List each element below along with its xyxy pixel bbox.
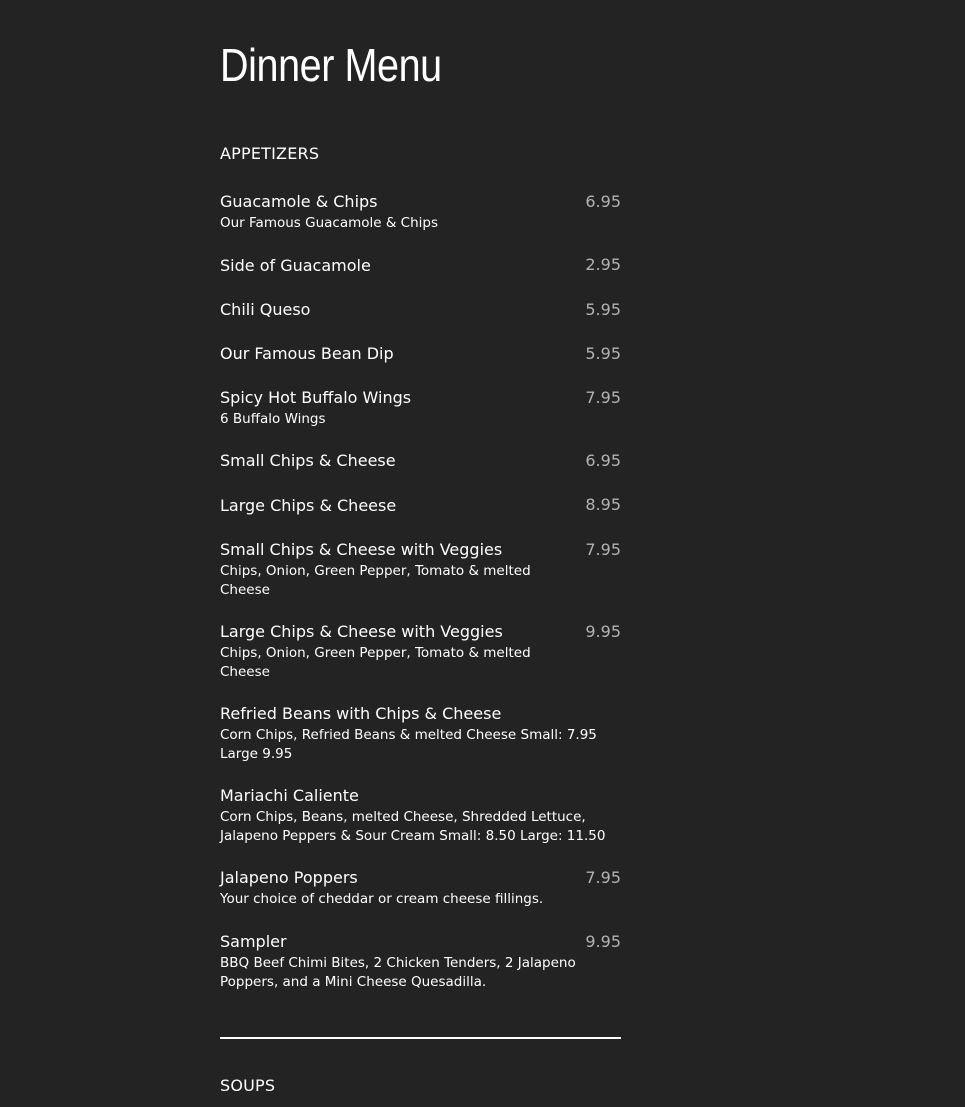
item-price: 7.95 — [585, 540, 621, 559]
menu-item-buffalo-wings — [220, 387, 621, 429]
item-description: 6 Buffalo Wings — [220, 411, 326, 427]
menu-title: Dinner Menu — [220, 39, 442, 91]
item-name: Large Chips & Cheese with Veggies — [220, 622, 503, 641]
item-description: Chips, Onion, Green Pepper, Tomato & melted Cheese — [220, 563, 531, 598]
menu-item-guacamole-chips — [220, 191, 621, 233]
item-price: 7.95 — [585, 388, 621, 407]
item-name: Jalapeno Poppers — [220, 868, 358, 887]
item-name: Side of Guacamole — [220, 256, 371, 275]
menu-item-chili-queso — [220, 299, 621, 321]
item-description: Corn Chips, Beans, melted Cheese, Shredded Lettuce, Jalapeno Peppers & Sour Cream Small: 8.50 Large: 11.50 — [220, 809, 606, 844]
item-name: Spicy Hot Buffalo Wings — [220, 388, 412, 407]
item-price: 9.95 — [585, 622, 621, 641]
item-name: Guacamole & Chips — [220, 192, 378, 211]
section-heading-appetizers: APPETIZERS — [220, 144, 320, 163]
item-description: Corn Chips, Refried Beans & melted Cheese Small: 7.95 Large 9.95 — [220, 727, 597, 762]
menu-item-jalapeno-poppers — [220, 867, 621, 909]
item-price: 5.95 — [585, 344, 621, 363]
item-description: BBQ Beef Chimi Bites, 2 Chicken Tenders, 2 Jalapeno Poppers, and a Mini Cheese Quesadilla. — [220, 955, 576, 990]
menu-item-famous-bean-dip — [220, 343, 621, 365]
item-description: Your choice of cheddar or cream cheese fillings. — [220, 891, 544, 907]
section-divider — [220, 1037, 621, 1039]
item-name: Mariachi Caliente — [220, 786, 359, 805]
item-price: 6.95 — [585, 451, 621, 470]
item-name: Refried Beans with Chips & Cheese — [220, 704, 502, 723]
item-price: 9.95 — [585, 932, 621, 951]
menu-item-side-of-guacamole — [220, 255, 621, 277]
item-name: Large Chips & Cheese — [220, 496, 397, 515]
menu-item-small-chips-cheese — [220, 450, 621, 472]
menu-item-mariachi-caliente — [220, 785, 621, 846]
item-name: Small Chips & Cheese — [220, 451, 396, 470]
item-description: Our Famous Guacamole & Chips — [220, 215, 439, 231]
item-description: Chips, Onion, Green Pepper, Tomato & melted Cheese — [220, 645, 531, 680]
item-price: 2.95 — [585, 255, 621, 274]
item-price: 7.95 — [585, 868, 621, 887]
section-heading-soups: SOUPS — [220, 1076, 276, 1095]
item-name: Small Chips & Cheese with Veggies — [220, 540, 503, 559]
item-name: Chili Queso — [220, 300, 311, 319]
menu-item-small-chips-cheese-veggies — [220, 539, 621, 600]
menu-item-sampler — [220, 931, 621, 992]
item-price: 5.95 — [585, 300, 621, 319]
menu-item-large-chips-cheese — [220, 495, 621, 517]
item-name: Our Famous Bean Dip — [220, 344, 394, 363]
menu-item-refried-beans-chips-cheese — [220, 703, 621, 764]
item-price: 8.95 — [585, 495, 621, 514]
menu-item-large-chips-cheese-veggies — [220, 621, 621, 682]
item-price: 6.95 — [585, 192, 621, 211]
item-name: Sampler — [220, 932, 287, 951]
